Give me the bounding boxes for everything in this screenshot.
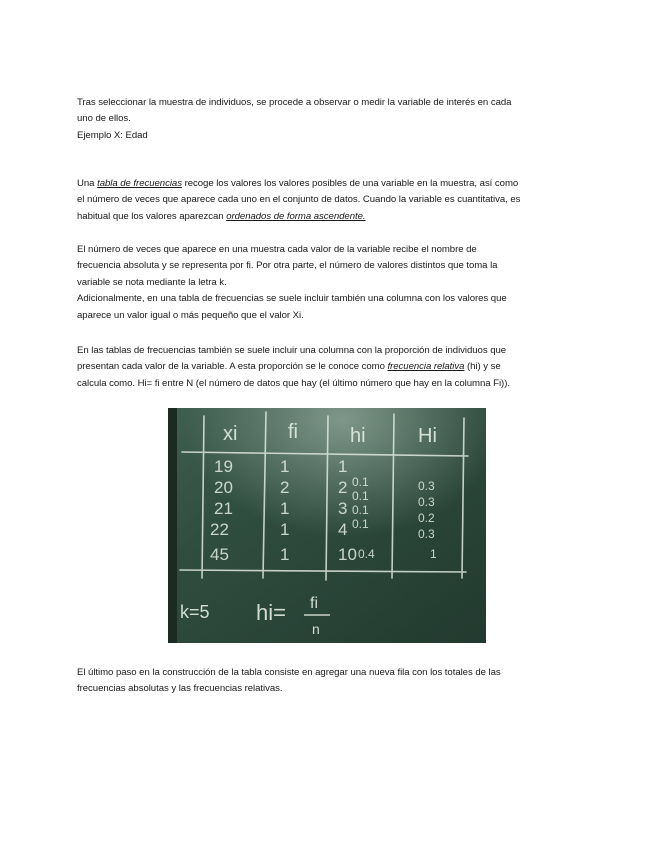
text-line: frecuencia absoluta y se representa por fi. Por otra parte, el número de valores distintos que toma la bbox=[77, 260, 498, 272]
text-line: uno de ellos. bbox=[77, 113, 131, 125]
text-run: Una bbox=[77, 178, 98, 189]
term-ordenados: ordenados de forma ascendente. bbox=[226, 210, 366, 222]
board-cell: 0.2 bbox=[418, 511, 435, 525]
text-run: habitual que los valores aparezcan bbox=[77, 210, 227, 222]
board-cell: 0.4 bbox=[358, 547, 375, 561]
paragraph-intro bbox=[77, 95, 577, 144]
text-line: Adicionalmente, en una tabla de frecuencias se suele incluir también una columna con los valores que bbox=[77, 293, 507, 305]
text-line: calcula como. Hi= fi entre N (el número de datos que hay (el último número que hay en la columna Fi)). bbox=[77, 377, 510, 389]
text-line: Tras seleccionar la muestra de individuos, se procede a observar o medir la variable de interés en cada bbox=[77, 97, 512, 108]
text-line: En las tablas de frecuencias también se suele incluir una columna con la proporción de individuos que bbox=[77, 345, 507, 356]
paragraph-totals bbox=[77, 665, 577, 698]
board-cell: 45 bbox=[210, 545, 229, 564]
text-run: presentan cada valor de la variable. A esta proporción se le conoce como bbox=[77, 361, 388, 373]
text-line: frecuencias absolutas y las frecuencias relativas. bbox=[77, 683, 283, 695]
board-header-fi: fi bbox=[288, 421, 298, 443]
board-cell: 1 bbox=[430, 547, 437, 561]
text-line: Ejemplo X: Edad bbox=[77, 129, 148, 141]
board-cell: 1 bbox=[338, 457, 348, 476]
paragraph-relative-frequency bbox=[77, 343, 577, 392]
board-cell: 10 bbox=[338, 545, 357, 564]
board-formula-numerator: fi bbox=[310, 595, 318, 612]
board-cell: 21 bbox=[214, 499, 233, 518]
text-line bbox=[77, 209, 577, 225]
board-header-xi: xi bbox=[223, 423, 238, 445]
board-cell: 19 bbox=[214, 457, 233, 476]
chalkboard-photo bbox=[168, 408, 486, 643]
board-formula-denominator: n bbox=[312, 621, 320, 637]
board-formula-k: k=5 bbox=[180, 602, 210, 622]
term-tabla-de-frecuencias: tabla de frecuencias bbox=[97, 178, 182, 189]
text-line: El número de veces que aparece en una muestra cada valor de la variable recibe el nombre de bbox=[77, 244, 477, 255]
text-line bbox=[77, 359, 577, 375]
board-cell: 2 bbox=[338, 478, 348, 497]
paragraph-frequency-table bbox=[77, 176, 577, 225]
text-line: aparece un valor igual o más pequeño que el valor Xi. bbox=[77, 309, 304, 321]
board-header-hi-cumulative: Hi bbox=[418, 425, 437, 447]
board-cell: 1 bbox=[280, 520, 290, 539]
board-cell: 1 bbox=[280, 499, 290, 518]
board-header-hi: hi bbox=[350, 425, 366, 447]
board-cell: 0.1 bbox=[352, 489, 369, 503]
text-line bbox=[77, 176, 577, 192]
board-cell: 0.1 bbox=[352, 503, 369, 517]
text-run: recoge los valores los valores posibles de una variable en la muestra, así como bbox=[181, 178, 519, 189]
board-cell: 0.3 bbox=[418, 527, 435, 541]
text-line: el número de veces que aparece cada uno en el conjunto de datos. Cuando la variable es cuantitativa, es bbox=[77, 194, 521, 206]
board-cell: 1 bbox=[280, 545, 290, 564]
board-cell: 0.3 bbox=[418, 479, 435, 493]
board-cell: 1 bbox=[280, 457, 290, 476]
board-cell: 0.1 bbox=[352, 475, 369, 489]
board-cell: 0.1 bbox=[352, 517, 369, 531]
board-cell: 4 bbox=[338, 520, 348, 539]
board-cell: 2 bbox=[280, 478, 290, 497]
term-frecuencia-relativa: frecuencia relativa bbox=[387, 361, 465, 373]
board-cell: 22 bbox=[210, 520, 229, 539]
text-run: (hi) y se bbox=[464, 361, 501, 373]
board-cell: 0.3 bbox=[418, 495, 435, 509]
text-line: variable se nota mediante la letra k. bbox=[77, 276, 227, 288]
paragraph-absolute-frequency bbox=[77, 242, 577, 324]
board-cell: 3 bbox=[338, 499, 348, 518]
text-line: El último paso en la construcción de la tabla consiste en agregar una nueva fila con los totales de las bbox=[77, 667, 501, 678]
board-formula-h: hi= bbox=[256, 600, 286, 625]
board-cell: 20 bbox=[214, 478, 233, 497]
